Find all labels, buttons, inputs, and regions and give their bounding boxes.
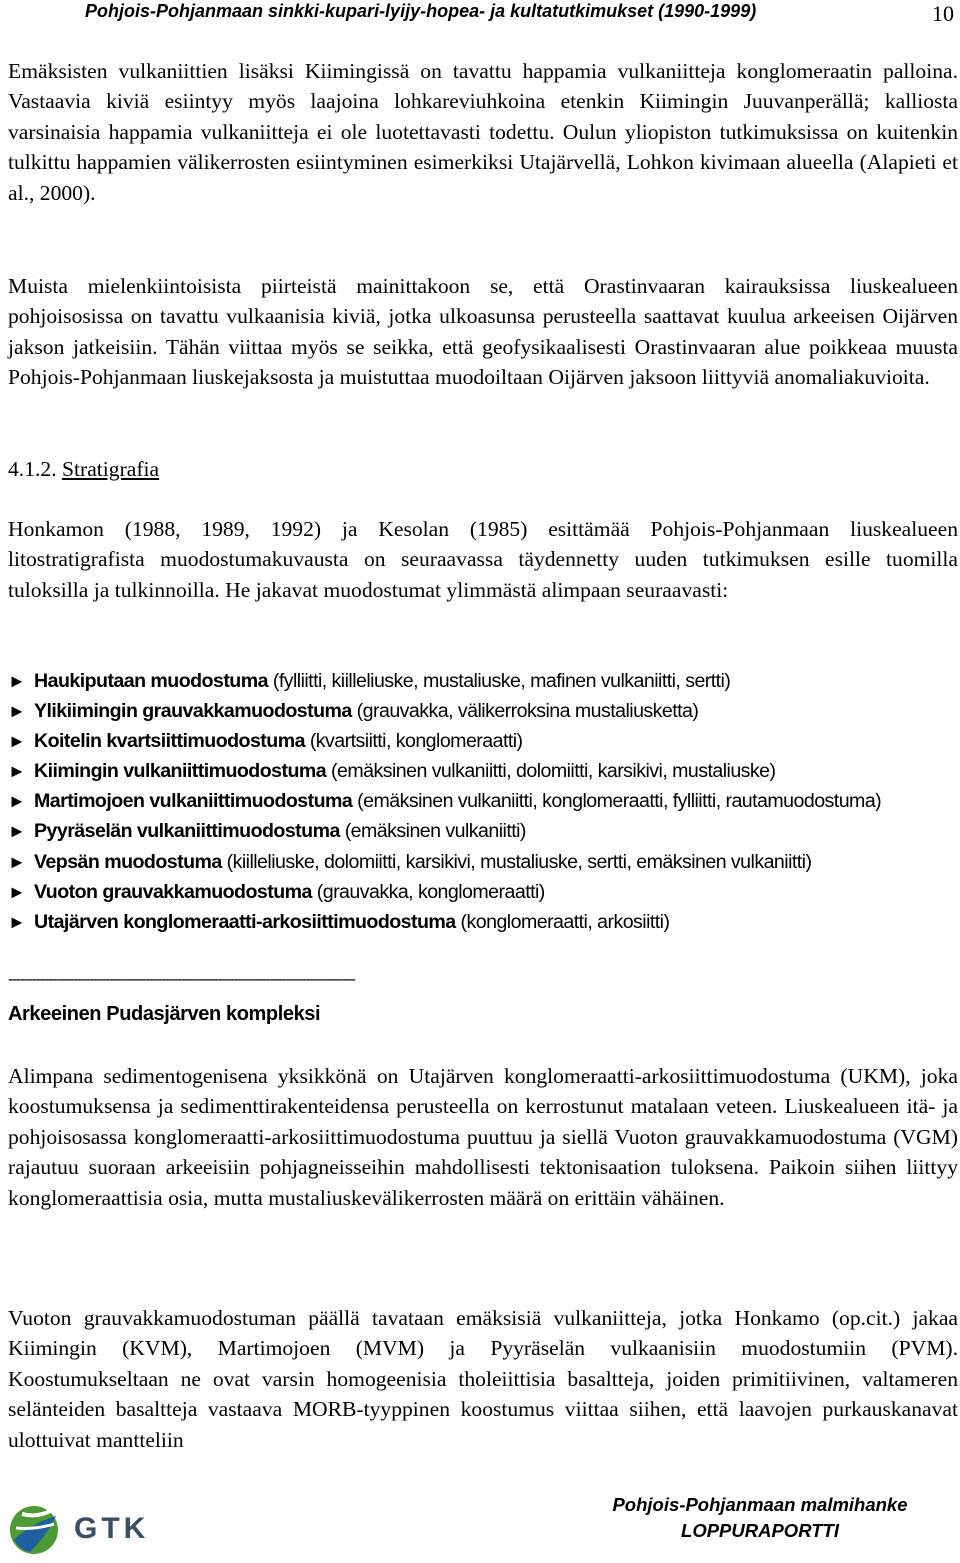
basement-complex-label: Arkeeinen Pudasjärven kompleksi [8,1003,321,1025]
list-item [8,847,960,877]
bullet-icon: ► [8,821,26,842]
page-number: 10 [932,1,954,26]
formation-rocks: (kvartsiitti, konglomeraatti) [309,730,523,753]
formation-name: Utajärven konglomeraatti-arkosiittimuodostuma [34,910,456,933]
dashed-separator: -------------------------------------------------------------------------------------- [8,971,355,988]
formation-name: Haukiputaan muodostuma [34,670,268,692]
paragraph-stratigraphy-intro: Honkamon (1988, 1989, 1992) ja Kesolan (1985) esittämää Pohjois-Pohjanmaan liuskealueen litostratigrafista muodostumakuvausta on seuraavassa täydennetty uuden tutkimuksen esille tuomilla tuloksilla ja tulkinnoilla. He jakavat muodostumat ylimmästä alimpaan seuraavasti: [8,517,958,602]
formation-rocks: (grauvakka, välikerroksina mustaliusketta) [356,700,699,723]
formation-name: Ylikiimingin grauvakkamuodostuma [34,700,352,723]
formation-name: Pyyräselän vulkaniittimuodostuma [34,820,340,843]
formation-rocks: (kiilleliuske, dolomiitti, karsikivi, mustaliuske, sertti, emäksinen vulkaniitti) [226,850,812,873]
list-item [8,786,960,816]
footer-project [560,1492,960,1544]
list-item [8,696,960,726]
formation-name: Kiimingin vulkaniittimuodostuma [34,760,327,783]
list-item [8,816,960,846]
formation-rocks: (emäksinen vulkaniitti, konglomeraatti, fylliitti, rautamuodostuma) [357,790,882,813]
footer-report-type: LOPPURAPORTTI [681,1520,839,1541]
formation-rocks: (emäksinen vulkaniitti, dolomiitti, karsikivi, mustaliuske) [331,760,776,783]
bullet-icon: ► [8,731,26,752]
formation-list [8,666,960,937]
bullet-icon: ► [8,881,26,902]
formation-name: Vepsän muodostuma [34,850,222,873]
formation-rocks: (emäksinen vulkaniitti) [344,820,526,843]
footer-project-name: Pohjois-Pohjanmaan malmihanke [612,1494,908,1515]
paragraph-acid-volcanics: Emäksisten vulkaniittien lisäksi Kiimingissä on tavattu happamia vulkaniitteja konglomeraatin palloina. Vastaavia kiviä esiintyy myös laajoina lohkareviuhkoina etenkin Kiimingin Juuvanperällä; kalliosta varsinaisia happamia vulkaniitteja ei ole luotettavasti todettu. Oulun yliopiston tutkimuksissa on kuitenkin tulkittu happamien välikerrosten esiintyminen esimerkiksi Utajärvellä, Lohkon kivimaan alueella (Alapieti et al., 2000). [8,59,958,205]
gtk-globe-icon [8,1500,68,1558]
formation-rocks: (grauvakka, konglomeraatti) [316,880,545,903]
bullet-icon: ► [8,911,26,932]
list-item [8,726,960,756]
paragraph-orastinvaara: Muista mielenkiintoisista piirteistä mainittakoon se, että Orastinvaaran kairauksissa liuskealueen pohjoisosissa on tavattu vulkaanisia kiviä, jotka ulkoasunsa perusteella saattavat kuulua arkeeisen Oijärven jakson jatkeisiin. Tähän viittaa myös se seikka, että geofysikaalisesti Orastinvaaran alue poikkeaa muusta Pohjois-Pohjanmaan liuskejaksosta ja muistuttaa muodoiltaan Oijärven jaksoon liittyviä anomaliakuvioita. [8,274,958,390]
list-item [8,756,960,786]
paragraph-utajarvi: Alimpana sedimentogenisena yksikkönä on Utajärven konglomeraatti-arkosiittimuodostuma (UKM), joka koostumuksensa ja sedimenttirakenteidensa perusteella on kerrostunut matalaan veteen. Liuskealueen itä- ja pohjoisosassa konglomeraatti-arkosiittimuodostuma puuttuu ja siellä Vuoton grauvakkamuodostuma (VGM) rajautuu suoraan arkeeisiin pohjagneisseihin mahdollisesti tektonisaation tuloksena. Paikoin siihen liittyy konglomeraattisia osia, mutta mustaliuskevälikerrosten määrä on erittäin vähäinen. [8,1064,958,1210]
gtk-logo [8,1500,178,1558]
bullet-icon: ► [8,671,26,691]
list-item [8,666,960,696]
running-header: Pohjois-Pohjanmaan sinkki-kupari-lyijy-hopea- ja kultatutkimukset (1990-1999) [85,1,757,21]
formation-name: Koitelin kvartsiittimuodostuma [34,730,305,753]
formation-rocks: (konglomeraatti, arkosiitti) [460,910,670,933]
formation-name: Vuoton grauvakkamuodostuma [34,880,312,903]
paragraph-vuotto: Vuoton grauvakkamuodostuman päällä tavataan emäksisiä vulkaniitteja, jotka Honkamo (op.cit.) jakaa Kiimingin (KVM), Martimojoen (MVM) ja Pyyräselän vulkaanisiin muodostumiin (PVM). Koostumukseltaan ne ovat varsin homogeenisia tholeiittisia basaltteja, joiden primitiivinen, valtameren selänteiden basaltteja vastaava MORB-tyyppinen koostumus viittaa siihen, että laavojen purkauskanavat ulottuivat mantteliin [8,1306,958,1452]
list-item [8,877,960,907]
bullet-icon: ► [8,761,26,782]
gtk-logo-text: GTK [74,1512,150,1545]
section-number: 4.1.2. [8,457,57,481]
bullet-icon: ► [8,851,26,872]
bullet-icon: ► [8,791,26,812]
list-item [8,907,960,937]
section-title: Stratigrafia [62,457,160,481]
formation-rocks: (fylliitti, kiilleliuske, mustaliuske, mafinen vulkaniitti, sertti) [272,670,731,692]
formation-name: Martimojoen vulkaniittimuodostuma [34,790,353,813]
bullet-icon: ► [8,701,26,722]
section-heading [8,454,159,484]
